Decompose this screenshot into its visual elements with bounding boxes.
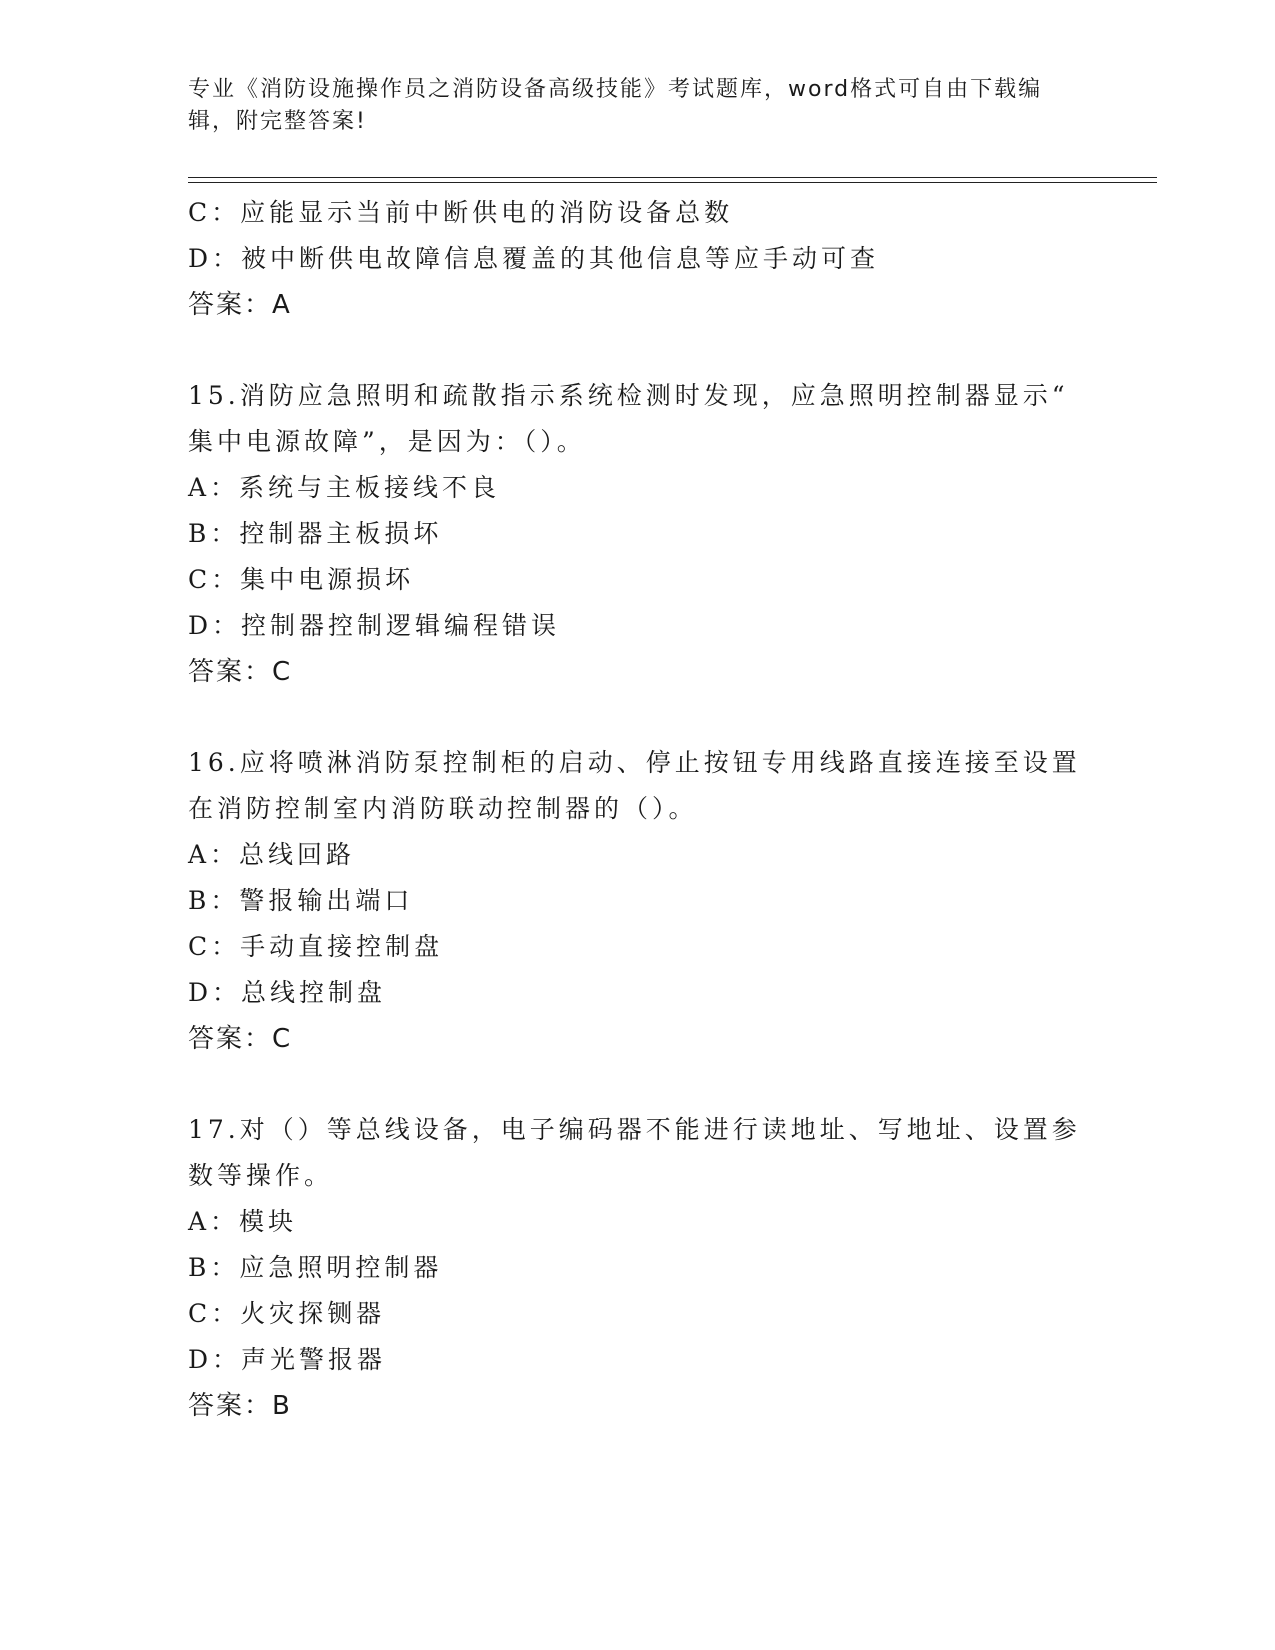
option-a: A：系统与主板接线不良 xyxy=(188,473,501,502)
document-header xyxy=(188,74,1068,138)
question-stem-line-1: 15.消防应急照明和疏散指示系统检测时发现，应急照明控制器显示“ xyxy=(188,381,1069,410)
option-a: A：总线回路 xyxy=(188,840,356,869)
question-stem-line-2: 在消防控制室内消防联动控制器的（）。 xyxy=(188,794,698,823)
option-c: C：手动直接控制盘 xyxy=(188,932,444,961)
option-d: D：声光警报器 xyxy=(188,1345,387,1374)
answer-line: 答案：C xyxy=(188,657,293,687)
option-a: A：模块 xyxy=(188,1207,298,1236)
answer-line: 答案：C xyxy=(188,1024,293,1054)
question-stem-line-1: 17.对（）等总线设备，电子编码器不能进行读地址、写地址、设置参 xyxy=(188,1115,1081,1144)
question-16 xyxy=(188,740,1088,1062)
question-stem-line-1: 16.应将喷淋消防泵控制柜的启动、停止按钮专用线路直接连接至设置 xyxy=(188,748,1081,777)
option-b: B：警报输出端口 xyxy=(188,886,414,915)
option-b: B：控制器主板损坏 xyxy=(188,519,443,548)
option-c: C：应能显示当前中断供电的消防设备总数 xyxy=(188,198,734,227)
header-divider-bottom xyxy=(188,182,1157,183)
header-line-2: 辑，附完整答案! xyxy=(188,109,367,134)
question-content xyxy=(188,190,1088,1429)
question-15 xyxy=(188,373,1088,695)
option-c: C：集中电源损坏 xyxy=(188,565,415,594)
option-d: D：被中断供电故障信息覆盖的其他信息等应手动可查 xyxy=(188,244,880,273)
question-stem-line-2: 集中电源故障”，是因为：（）。 xyxy=(188,427,586,456)
option-c: C：火灾探铡器 xyxy=(188,1299,386,1328)
partial-question xyxy=(188,190,1088,328)
question-17 xyxy=(188,1107,1088,1429)
answer-line: 答案：A xyxy=(188,290,292,320)
option-b: B：应急照明控制器 xyxy=(188,1253,443,1282)
header-line-1: 专业《消防设施操作员之消防设备高级技能》考试题库，word格式可自由下载编 xyxy=(188,77,1043,102)
header-divider-top xyxy=(188,177,1157,178)
answer-line: 答案：B xyxy=(188,1391,292,1421)
option-d: D：控制器控制逻辑编程错误 xyxy=(188,611,561,640)
option-d: D：总线控制盘 xyxy=(188,978,387,1007)
question-stem-line-2: 数等操作。 xyxy=(188,1161,334,1190)
